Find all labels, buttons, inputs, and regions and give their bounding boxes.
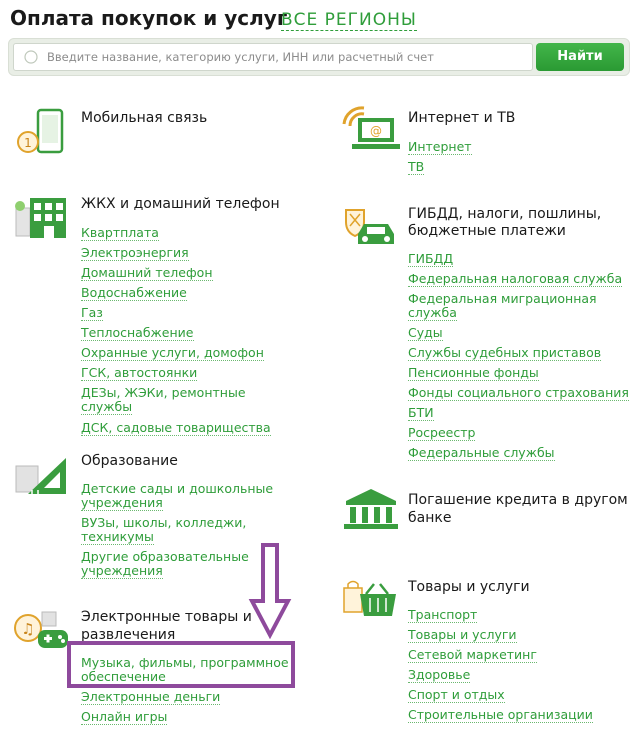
category-gibdd-title-line2[interactable]: бюджетные платежи xyxy=(408,223,566,239)
link-kvartplata[interactable]: Квартплата xyxy=(81,225,159,240)
car-emblem-icon xyxy=(340,204,402,252)
link-dsk[interactable]: ДСК, садовые товарищества xyxy=(81,420,271,435)
category-electronic-title-line2[interactable]: развлечения xyxy=(81,627,176,643)
highlight-frame xyxy=(67,641,295,688)
down-arrow-icon xyxy=(248,543,292,639)
category-housing-title[interactable]: ЖКХ и домашний телефон xyxy=(81,196,280,212)
link-bailiffs[interactable]: Службы судебных приставов xyxy=(408,345,602,360)
link-federal-services[interactable]: Федеральные службы xyxy=(408,445,555,460)
category-credit-title-line1[interactable]: Погашение кредита в другом xyxy=(408,492,628,508)
link-migration-line1[interactable]: Федеральная миграционная xyxy=(408,291,597,306)
link-transport[interactable]: Транспорт xyxy=(408,607,478,622)
link-courts[interactable]: Суды xyxy=(408,325,443,340)
link-home-phone[interactable]: Домашний телефон xyxy=(81,265,213,280)
svg-text:♫: ♫ xyxy=(21,620,35,638)
link-migration-line2[interactable]: служба xyxy=(408,305,457,320)
link-bti[interactable]: БТИ xyxy=(408,405,434,420)
link-e-money[interactable]: Электронные деньги xyxy=(81,689,221,704)
link-rosreestr[interactable]: Росреестр xyxy=(408,425,476,440)
category-mobile-title[interactable]: Мобильная связь xyxy=(81,110,208,126)
link-social-insurance[interactable]: Фонды социального страхования xyxy=(408,385,629,400)
music-gamepad-icon xyxy=(12,606,72,654)
laptop-wifi-icon xyxy=(340,104,402,154)
link-internet[interactable]: Интернет xyxy=(408,139,472,154)
link-gibdd[interactable]: ГИБДД xyxy=(408,251,454,266)
link-dez-line2[interactable]: службы xyxy=(81,399,133,414)
mobile-phone-icon xyxy=(14,108,72,156)
link-universities-line2[interactable]: техникумы xyxy=(81,529,154,544)
link-goods-services[interactable]: Товары и услуги xyxy=(408,627,517,642)
category-electronic-title-line1[interactable]: Электронные товары и xyxy=(81,609,252,625)
link-water[interactable]: Водоснабжение xyxy=(81,285,187,300)
link-tv[interactable]: ТВ xyxy=(408,159,425,174)
page-title: Оплата покупок и услуг xyxy=(10,6,288,30)
shopping-basket-icon xyxy=(340,578,402,624)
category-credit-title-line2[interactable]: банке xyxy=(408,510,452,526)
link-heating[interactable]: Теплоснабжение xyxy=(81,325,194,340)
link-electricity[interactable]: Электроэнергия xyxy=(81,245,189,260)
link-gas[interactable]: Газ xyxy=(81,305,103,320)
search-icon xyxy=(24,50,38,64)
category-internet-title[interactable]: Интернет и ТВ xyxy=(408,110,516,126)
link-kindergarten-line1[interactable]: Детские сады и дошкольные xyxy=(81,481,274,496)
link-tax-service[interactable]: Федеральная налоговая служба xyxy=(408,271,623,286)
link-health[interactable]: Здоровье xyxy=(408,667,471,682)
bank-icon xyxy=(340,487,402,533)
category-goods-title[interactable]: Товары и услуги xyxy=(408,579,530,595)
link-security-intercom[interactable]: Охранные услуги, домофон xyxy=(81,345,264,360)
link-other-edu-line1[interactable]: Другие образовательные xyxy=(81,549,249,564)
link-online-games[interactable]: Онлайн игры xyxy=(81,709,168,724)
search-placeholder: Введите название, категорию услуги, ИНН или расчетный счет xyxy=(47,50,434,64)
svg-text:@: @ xyxy=(370,124,382,138)
category-education-title[interactable]: Образование xyxy=(81,453,178,469)
link-kindergarten-line2[interactable]: учреждения xyxy=(81,495,163,510)
link-garage[interactable]: ГСК, автостоянки xyxy=(81,365,198,380)
link-music-films-line1[interactable]: Музыка, фильмы, программное xyxy=(81,655,289,670)
link-music-films-line2[interactable]: обеспечение xyxy=(81,669,166,684)
all-regions-link[interactable]: ВСЕ РЕГИОНЫ xyxy=(281,10,417,30)
link-universities-line1[interactable]: ВУЗы, школы, колледжи, xyxy=(81,515,247,530)
link-pension-funds[interactable]: Пенсионные фонды xyxy=(408,365,539,380)
building-icon xyxy=(14,192,72,242)
link-other-edu-line2[interactable]: учреждения xyxy=(81,563,163,578)
link-sport-leisure[interactable]: Спорт и отдых xyxy=(408,687,505,702)
search-input[interactable] xyxy=(13,43,533,71)
link-dez-line1[interactable]: ДЕЗы, ЖЭКи, ремонтные xyxy=(81,385,246,400)
search-bar xyxy=(8,38,630,76)
link-network-marketing[interactable]: Сетевой маркетинг xyxy=(408,647,537,662)
ruler-triangle-icon xyxy=(14,452,72,498)
category-gibdd-title-line1[interactable]: ГИБДД, налоги, пошлины, xyxy=(408,206,602,222)
find-button[interactable]: Найти xyxy=(536,43,624,71)
link-construction[interactable]: Строительные организации xyxy=(408,707,593,722)
svg-text:1: 1 xyxy=(24,136,32,150)
